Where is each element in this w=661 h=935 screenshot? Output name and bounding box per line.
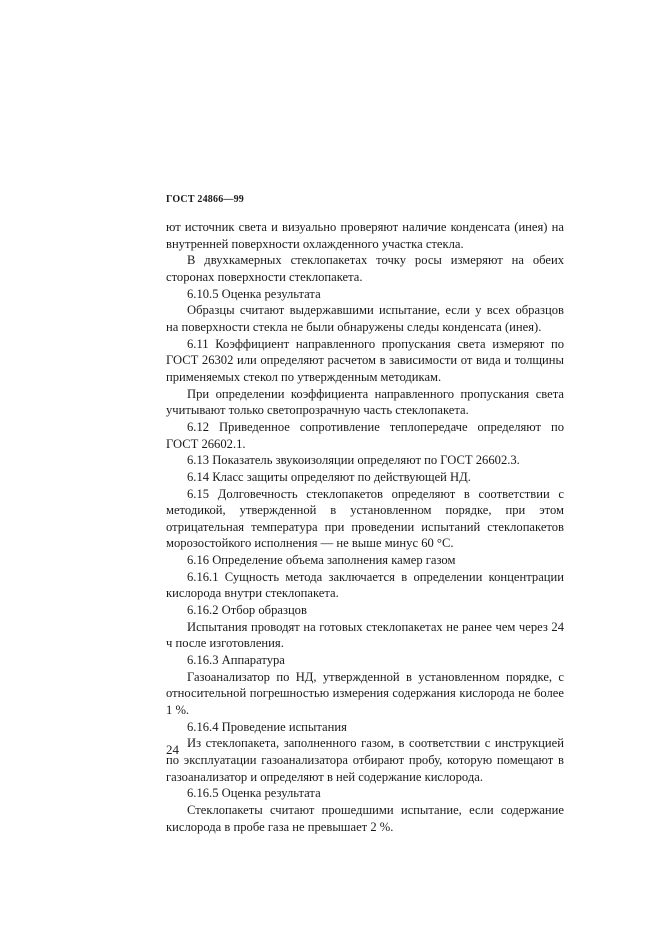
paragraph: Из стеклопакета, заполненного газом, в соответствии с инструкцией по эксплуатации газоанализатора отбирают пробу, которую помещают в газоанализатор и определяют в ней содержание кислорода.	[166, 736, 564, 784]
section-heading: 6.16.4 Проведение испытания	[187, 719, 347, 734]
paragraph: 6.12 Приведенное сопротивление теплопередаче определяют по ГОСТ 26602.1.	[166, 419, 564, 451]
paragraph: 6.11 Коэффициент направленного пропускания света измеряют по ГОСТ 26302 или определяют расчетом в зависимости от вида и толщины применяемых стекол по утвержденным методикам.	[166, 336, 564, 384]
paragraph: Газоанализатор по НД, утвержденной в установленном порядке, с относительной погрешностью измерения содержания кислорода не более 1 %.	[166, 669, 564, 718]
section-heading: 6.16.5 Оценка результата	[187, 786, 321, 801]
document-header: ГОСТ 24866—99	[166, 194, 245, 205]
document-body	[166, 219, 564, 835]
section-heading: 6.16.2 Отбор образцов	[187, 603, 307, 618]
paragraph: 6.15 Долговечность стеклопакетов определяют в соответствии с методикой, утвержденной в установленном порядке, при этом отрицательная температура при проведении испытаний стеклопакетов морозостойкого исполнения — не выше минус 60 °С.	[166, 486, 564, 551]
paragraph: ют источник света и визуально проверяют наличие конденсата (инея) на внутренней поверхности охлажденного участка стекла.	[166, 220, 564, 251]
paragraph: 6.16.1 Сущность метода заключается в определении концентрации кислорода внутри стеклопакета.	[166, 569, 564, 601]
paragraph: Образцы считают выдержавшими испытание, если у всех образцов на поверхности стекла не были обнаружены следы конденсата (инея).	[166, 303, 564, 334]
section-heading: 6.16 Определение объема заполнения камер газом	[187, 553, 456, 568]
section-heading: 6.16.3 Аппаратура	[187, 653, 285, 668]
paragraph: Испытания проводят на готовых стеклопакетах не ранее чем через 24 ч после изготовления.	[166, 619, 564, 651]
paragraph: При определении коэффициента направленного пропускания света учитывают только светопрозрачную часть стеклопакета.	[166, 386, 564, 418]
section-heading: 6.10.5 Оценка результата	[187, 286, 321, 301]
paragraph: В двухкамерных стеклопакетах точку росы измеряют на обеих сторонах поверхности стеклопакета.	[166, 253, 564, 284]
paragraph: 6.14 Класс защиты определяют по действующей НД.	[187, 469, 471, 484]
paragraph: Стеклопакеты считают прошедшими испытание, если содержание кислорода в пробе газа не превышает 2 %.	[166, 802, 564, 834]
paragraph: 6.13 Показатель звукоизоляции определяют по ГОСТ 26602.3.	[187, 453, 520, 468]
page-number: 24	[166, 742, 179, 757]
